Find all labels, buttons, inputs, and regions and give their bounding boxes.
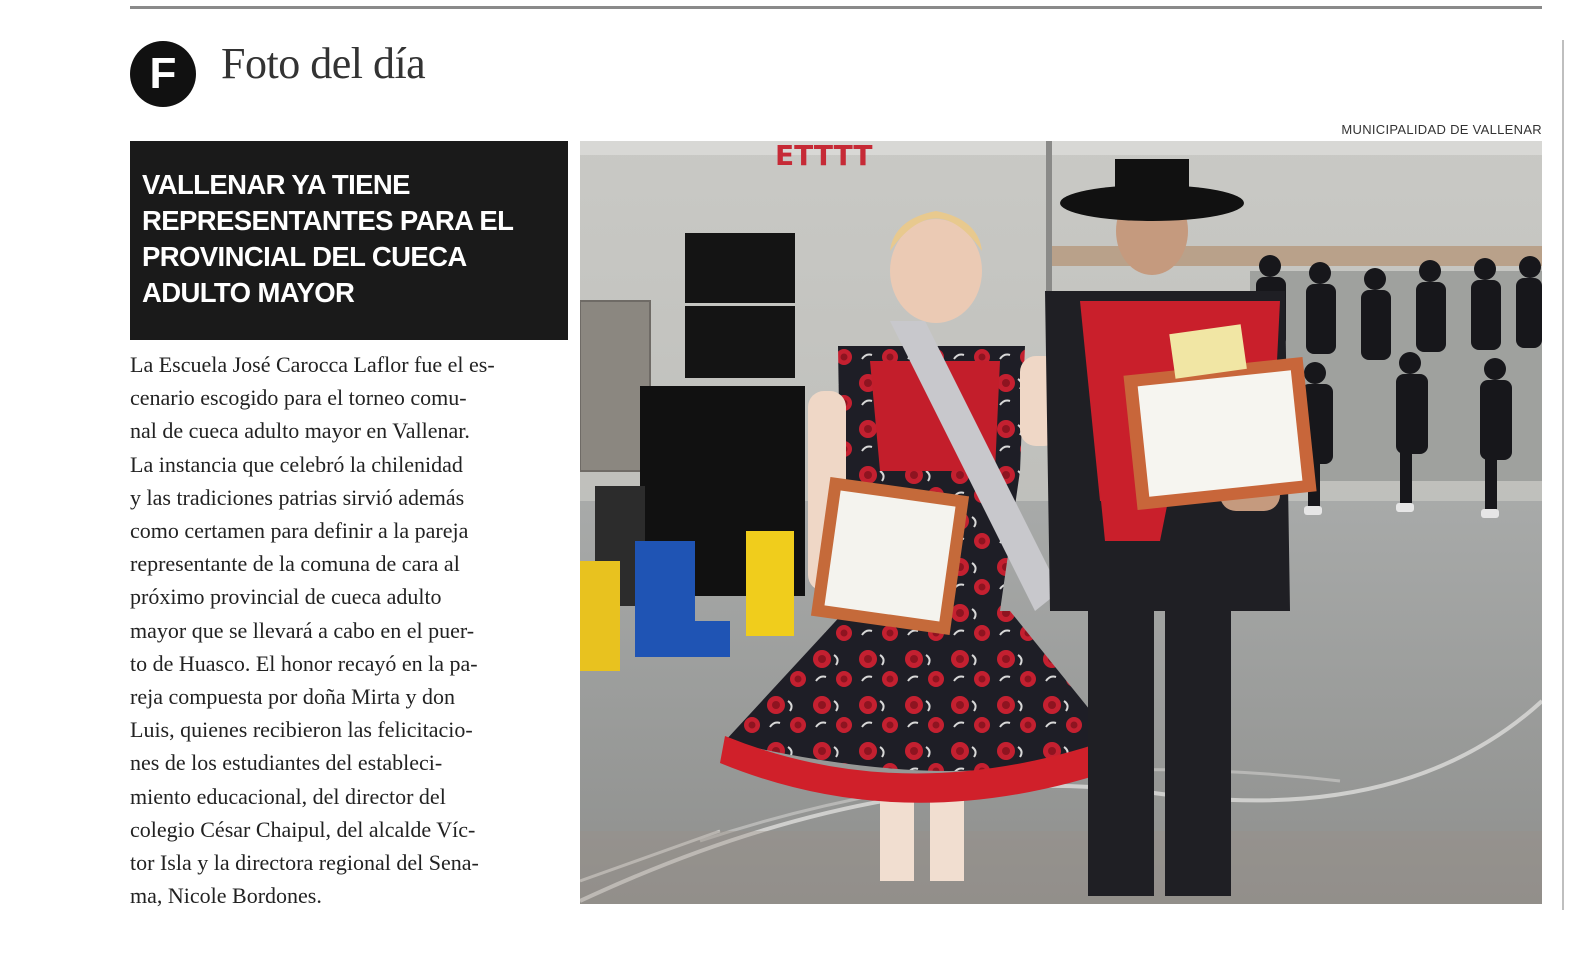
section-badge: F (130, 41, 196, 107)
svg-text:ETTTT: ETTTT (775, 141, 873, 172)
photo-illustration (580, 141, 1542, 904)
column-rule (1562, 40, 1564, 910)
news-photo (580, 141, 1542, 904)
photo-credit: MUNICIPALIDAD DE VALLENAR (1341, 122, 1542, 137)
article-body: La Escuela José Carocca Laflor fue el es- cenario escogido para el torneo comu- nal de cueca adulto mayor en Vallenar. La instancia que celebró la chilenidad y las tradiciones patrias sirvió además como certamen para definir a la pareja representante de la comuna de cara al próximo provincial de cueca adulto mayor que se llevará a cabo en el puer- to de Huasco. El honor recayó en la pa- reja compuesta por doña Mirta y don Luis, quienes recibieron las felicitacio- nes de los estudiantes del estableci- miento educacional, del director del colegio César Chaipul, del alcalde Víc- tor Isla y la directora regional del Sena- ma, Nicole Bordones. (130, 352, 495, 909)
headline-box (130, 141, 568, 340)
section-title: Foto del día (221, 39, 426, 88)
top-rule (130, 6, 1542, 9)
headline: VALLENAR YA TIENE REPRESENTANTES PARA EL PROVINCIAL DEL CUECA ADULTO MAYOR (142, 169, 514, 308)
